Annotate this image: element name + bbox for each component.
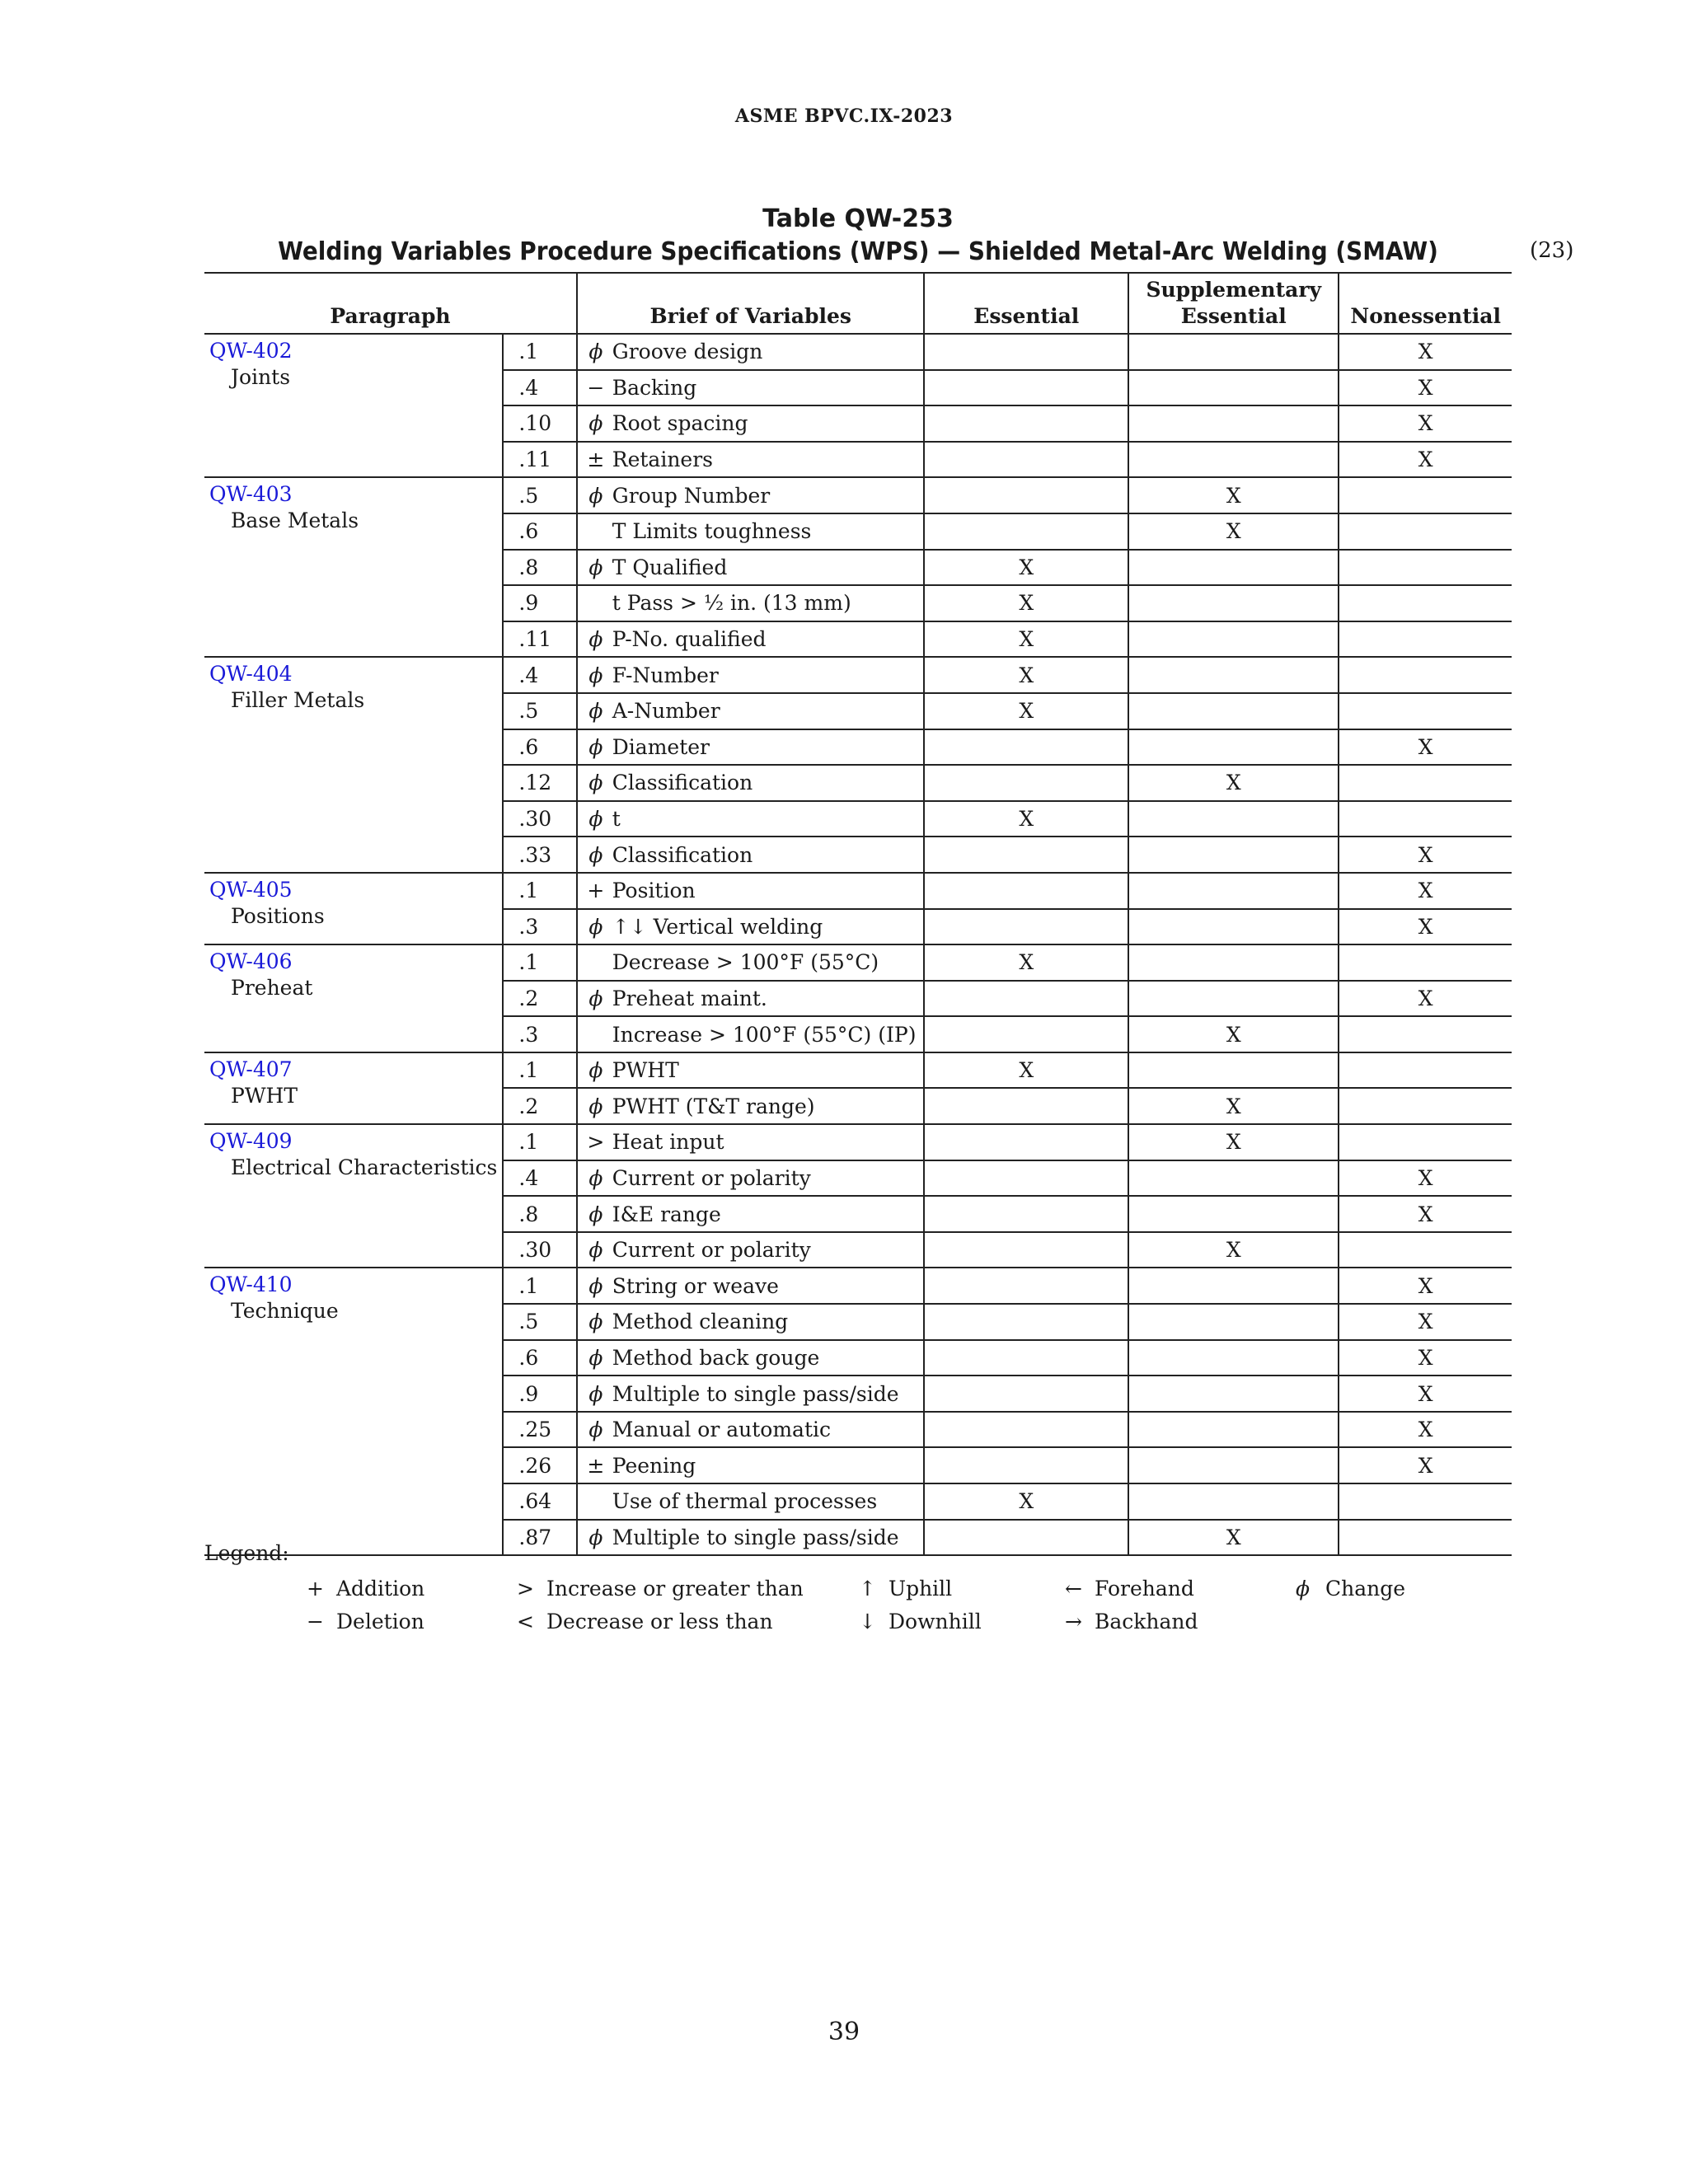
variable-number: .64	[503, 1483, 577, 1520]
change-symbol: ϕ	[577, 405, 609, 442]
paragraph-name: PWHT	[231, 1083, 298, 1108]
variable-description: Peening	[609, 1447, 925, 1483]
change-symbol: ϕ	[577, 981, 609, 1017]
variable-description: Diameter	[609, 729, 925, 766]
nonessential-mark	[1339, 513, 1512, 550]
legend-item	[517, 1610, 773, 1633]
essential-mark	[924, 729, 1128, 766]
change-symbol: ϕ	[577, 1196, 609, 1232]
nonessential-mark	[1339, 657, 1512, 693]
paragraph-link[interactable]: QW-405	[209, 877, 293, 902]
legend-label: Increase or greater than	[546, 1577, 804, 1601]
paragraph-link[interactable]: QW-403	[209, 482, 293, 507]
table-row	[204, 1052, 1512, 1089]
table-number: Table QW-253	[762, 204, 954, 233]
essential-mark	[924, 1268, 1128, 1304]
essential-mark	[924, 1376, 1128, 1412]
paragraph-cell	[204, 944, 503, 1052]
supplementary-mark	[1128, 1447, 1339, 1483]
variable-number: .1	[503, 1268, 577, 1304]
legend-item	[1065, 1577, 1194, 1601]
page-number: 39	[828, 2018, 860, 2046]
variable-number: .11	[503, 442, 577, 478]
variable-description: String or weave	[609, 1268, 925, 1304]
change-symbol: ϕ	[577, 477, 609, 513]
supplementary-mark	[1128, 944, 1339, 981]
nonessential-mark	[1339, 1088, 1512, 1124]
paragraph-cell	[204, 1052, 503, 1124]
variable-description: Method cleaning	[609, 1304, 925, 1340]
variable-description: Multiple to single pass/side	[609, 1376, 925, 1412]
variable-description: t	[609, 801, 925, 837]
nonessential-mark	[1339, 621, 1512, 658]
essential-mark	[924, 1196, 1128, 1232]
variable-number: .11	[503, 621, 577, 658]
change-symbol: ϕ	[577, 334, 609, 370]
nonessential-mark	[1339, 477, 1512, 513]
supplementary-mark: X	[1128, 513, 1339, 550]
variable-number: .12	[503, 765, 577, 801]
supplementary-mark	[1128, 370, 1339, 406]
variable-number: .26	[503, 1447, 577, 1483]
change-symbol: ϕ	[577, 1088, 609, 1124]
legend-symbol: +	[307, 1577, 324, 1601]
essential-mark	[924, 1520, 1128, 1556]
legend-item	[307, 1577, 424, 1601]
change-symbol: ϕ	[577, 1520, 609, 1556]
variable-number: .4	[503, 657, 577, 693]
variable-number: .6	[503, 513, 577, 550]
nonessential-mark: X	[1339, 1376, 1512, 1412]
variable-description: Backing	[609, 370, 925, 406]
variable-description: Group Number	[609, 477, 925, 513]
change-symbol: ±	[577, 442, 609, 478]
nonessential-mark: X	[1339, 729, 1512, 766]
paragraph-link[interactable]: QW-407	[209, 1057, 293, 1081]
variable-description: Increase > 100°F (55°C) (IP)	[609, 1016, 925, 1052]
nonessential-mark: X	[1339, 909, 1512, 945]
variable-number: .33	[503, 837, 577, 873]
variable-number: .5	[503, 477, 577, 513]
nonessential-mark	[1339, 944, 1512, 981]
paragraph-cell	[204, 334, 503, 477]
supplementary-mark	[1128, 873, 1339, 909]
supplementary-mark: X	[1128, 477, 1339, 513]
change-symbol: ϕ	[577, 621, 609, 658]
legend-item	[859, 1610, 982, 1633]
change-symbol: ϕ	[577, 1160, 609, 1197]
legend-symbol: →	[1065, 1610, 1082, 1633]
variable-number: .5	[503, 1304, 577, 1340]
header-brief-of-variables: Brief of Variables	[577, 273, 924, 334]
variable-number: .2	[503, 981, 577, 1017]
variable-number: .10	[503, 405, 577, 442]
legend-label: Downhill	[889, 1610, 982, 1633]
variable-description: F-Number	[609, 657, 925, 693]
variable-description: Current or polarity	[609, 1160, 925, 1197]
running-header: ASME BPVC.IX-2023	[734, 105, 954, 127]
essential-mark: X	[924, 1483, 1128, 1520]
legend-symbol: ↑	[859, 1577, 876, 1601]
legend-label: Addition	[336, 1577, 425, 1601]
variable-description: Position	[609, 873, 925, 909]
nonessential-mark	[1339, 801, 1512, 837]
change-symbol: >	[577, 1124, 609, 1160]
change-symbol: ϕ	[577, 1376, 609, 1412]
nonessential-mark: X	[1339, 405, 1512, 442]
essential-mark	[924, 1412, 1128, 1448]
table-row	[204, 477, 1512, 513]
variable-number: .1	[503, 1124, 577, 1160]
nonessential-mark: X	[1339, 1304, 1512, 1340]
paragraph-name: Joints	[231, 365, 291, 389]
supplementary-mark	[1128, 585, 1339, 621]
variable-description: T Qualified	[609, 550, 925, 586]
variable-description: Current or polarity	[609, 1232, 925, 1268]
variable-description: Method back gouge	[609, 1340, 925, 1376]
change-symbol: −	[577, 370, 609, 406]
supplementary-mark	[1128, 909, 1339, 945]
table-row	[204, 1124, 1512, 1160]
legend-symbol: ϕ	[1296, 1577, 1311, 1601]
supplementary-mark: X	[1128, 1520, 1339, 1556]
variable-number: .30	[503, 801, 577, 837]
variable-description: Multiple to single pass/side	[609, 1520, 925, 1556]
essential-mark	[924, 405, 1128, 442]
supplementary-mark	[1128, 334, 1339, 370]
supplementary-mark	[1128, 1412, 1339, 1448]
change-symbol	[577, 944, 609, 981]
table-row	[204, 873, 1512, 909]
essential-mark: X	[924, 1052, 1128, 1089]
variable-number: .4	[503, 1160, 577, 1197]
nonessential-mark: X	[1339, 1447, 1512, 1483]
change-symbol: ϕ	[577, 1232, 609, 1268]
header-paragraph: Paragraph	[204, 273, 577, 334]
supplementary-mark	[1128, 657, 1339, 693]
essential-mark	[924, 1088, 1128, 1124]
nonessential-mark	[1339, 765, 1512, 801]
change-symbol	[577, 585, 609, 621]
variable-number: .6	[503, 1340, 577, 1376]
supplementary-mark	[1128, 729, 1339, 766]
variable-description: PWHT	[609, 1052, 925, 1089]
paragraph-name: Positions	[231, 903, 325, 928]
table-row	[204, 657, 1512, 693]
essential-mark: X	[924, 801, 1128, 837]
supplementary-mark	[1128, 1196, 1339, 1232]
variable-description: PWHT (T&T range)	[609, 1088, 925, 1124]
legend-symbol: ↓	[859, 1610, 876, 1633]
variable-description: Heat input	[609, 1124, 925, 1160]
legend-item	[1296, 1577, 1405, 1601]
essential-mark	[924, 370, 1128, 406]
supplementary-mark: X	[1128, 765, 1339, 801]
header-essential: Essential	[924, 273, 1128, 334]
legend-item	[517, 1577, 804, 1601]
variable-description: ↑↓ Vertical welding	[609, 909, 925, 945]
legend-item	[859, 1577, 952, 1601]
supplementary-mark	[1128, 801, 1339, 837]
variable-description: P-No. qualified	[609, 621, 925, 658]
header-nonessential: Nonessential	[1339, 273, 1512, 334]
variable-number: .1	[503, 944, 577, 981]
supplementary-mark: X	[1128, 1016, 1339, 1052]
variable-description: Manual or automatic	[609, 1412, 925, 1448]
essential-mark	[924, 1232, 1128, 1268]
legend-label: Uphill	[889, 1577, 953, 1601]
nonessential-mark	[1339, 1016, 1512, 1052]
paragraph-name: Electrical Characteristics	[231, 1155, 498, 1180]
essential-mark: X	[924, 621, 1128, 658]
variable-description: Decrease > 100°F (55°C)	[609, 944, 925, 981]
variable-description: Groove design	[609, 334, 925, 370]
essential-mark: X	[924, 550, 1128, 586]
nonessential-mark: X	[1339, 1268, 1512, 1304]
legend-symbol: >	[517, 1577, 534, 1601]
essential-mark	[924, 334, 1128, 370]
table-header-row	[204, 273, 1512, 334]
supplementary-mark: X	[1128, 1088, 1339, 1124]
legend-symbol: −	[307, 1610, 324, 1633]
essential-mark	[924, 1447, 1128, 1483]
paragraph-name: Filler Metals	[231, 688, 365, 713]
essential-mark	[924, 1304, 1128, 1340]
supplementary-mark	[1128, 1483, 1339, 1520]
variable-description: Classification	[609, 837, 925, 873]
variable-number: .1	[503, 334, 577, 370]
header-supplementary-line1: Supplementary	[1146, 278, 1322, 302]
supplementary-mark	[1128, 405, 1339, 442]
nonessential-mark	[1339, 1232, 1512, 1268]
variable-number: .8	[503, 1196, 577, 1232]
change-symbol: ϕ	[577, 657, 609, 693]
legend-label: Change	[1325, 1577, 1406, 1601]
table-row	[204, 944, 1512, 981]
nonessential-mark: X	[1339, 873, 1512, 909]
nonessential-mark	[1339, 1520, 1512, 1556]
paragraph-cell	[204, 1268, 503, 1555]
supplementary-mark: X	[1128, 1124, 1339, 1160]
nonessential-mark: X	[1339, 1160, 1512, 1197]
essential-mark	[924, 909, 1128, 945]
essential-mark	[924, 981, 1128, 1017]
change-symbol: ϕ	[577, 729, 609, 766]
essential-mark	[924, 442, 1128, 478]
paragraph-name: Preheat	[231, 976, 313, 1001]
change-symbol	[577, 513, 609, 550]
essential-mark	[924, 873, 1128, 909]
nonessential-mark: X	[1339, 837, 1512, 873]
nonessential-mark: X	[1339, 1412, 1512, 1448]
change-symbol: ϕ	[577, 1268, 609, 1304]
essential-mark	[924, 765, 1128, 801]
essential-mark: X	[924, 585, 1128, 621]
essential-mark: X	[924, 693, 1128, 729]
nonessential-mark: X	[1339, 1340, 1512, 1376]
variable-description: Use of thermal processes	[609, 1483, 925, 1520]
welding-variables-table	[204, 272, 1512, 1556]
change-symbol: ϕ	[577, 909, 609, 945]
header-supplementary-essential	[1128, 273, 1339, 334]
legend-label: Forehand	[1095, 1577, 1194, 1601]
table-row	[204, 1268, 1512, 1304]
supplementary-mark	[1128, 837, 1339, 873]
variable-description: A-Number	[609, 693, 925, 729]
nonessential-mark: X	[1339, 370, 1512, 406]
supplementary-mark	[1128, 1052, 1339, 1089]
change-symbol: ϕ	[577, 550, 609, 586]
variable-number: .8	[503, 550, 577, 586]
essential-mark	[924, 1016, 1128, 1052]
variable-number: .3	[503, 1016, 577, 1052]
change-symbol	[577, 1483, 609, 1520]
essential-mark: X	[924, 657, 1128, 693]
table-row	[204, 334, 1512, 370]
variable-number: .30	[503, 1232, 577, 1268]
paragraph-name: Technique	[231, 1299, 339, 1324]
table-caption: Welding Variables Procedure Specifications (WPS) — Shielded Metal-Arc Welding (SMAW)	[278, 237, 1438, 266]
variable-number: .1	[503, 873, 577, 909]
legend-label: Deletion	[336, 1610, 424, 1633]
variable-number: .1	[503, 1052, 577, 1089]
paragraph-link[interactable]: QW-406	[209, 949, 293, 974]
supplementary-mark	[1128, 1376, 1339, 1412]
change-symbol	[577, 1016, 609, 1052]
paragraph-cell	[204, 1124, 503, 1268]
essential-mark: X	[924, 944, 1128, 981]
paragraph-link[interactable]: QW-409	[209, 1129, 293, 1154]
change-symbol: ϕ	[577, 765, 609, 801]
header-supplementary-line2: Essential	[1180, 304, 1287, 328]
legend-symbol: ←	[1065, 1577, 1082, 1601]
variable-description: I&E range	[609, 1196, 925, 1232]
supplementary-mark	[1128, 550, 1339, 586]
supplementary-mark	[1128, 1304, 1339, 1340]
change-symbol: ϕ	[577, 1412, 609, 1448]
change-symbol: ±	[577, 1447, 609, 1483]
legend-title: Legend:	[204, 1541, 289, 1565]
change-symbol: ϕ	[577, 801, 609, 837]
essential-mark	[924, 837, 1128, 873]
paragraph-cell	[204, 477, 503, 657]
supplementary-mark	[1128, 1268, 1339, 1304]
change-symbol: ϕ	[577, 693, 609, 729]
variable-number: .9	[503, 1376, 577, 1412]
change-symbol: ϕ	[577, 837, 609, 873]
legend-symbol: <	[517, 1610, 534, 1633]
variable-description: t Pass > ½ in. (13 mm)	[609, 585, 925, 621]
supplementary-mark	[1128, 621, 1339, 658]
paragraph-cell	[204, 657, 503, 873]
nonessential-mark	[1339, 585, 1512, 621]
variable-number: .9	[503, 585, 577, 621]
table-title	[204, 203, 1512, 269]
variable-description: Classification	[609, 765, 925, 801]
supplementary-mark	[1128, 1340, 1339, 1376]
nonessential-mark: X	[1339, 1196, 1512, 1232]
change-symbol: ϕ	[577, 1052, 609, 1089]
essential-mark	[924, 1124, 1128, 1160]
legend-item	[307, 1610, 424, 1633]
nonessential-mark	[1339, 1483, 1512, 1520]
paragraph-cell	[204, 873, 503, 944]
change-symbol: +	[577, 873, 609, 909]
essential-mark	[924, 1340, 1128, 1376]
nonessential-mark	[1339, 550, 1512, 586]
variable-number: .2	[503, 1088, 577, 1124]
variable-description: T Limits toughness	[609, 513, 925, 550]
paragraph-link[interactable]: QW-404	[209, 662, 293, 687]
nonessential-mark: X	[1339, 442, 1512, 478]
variable-description: Preheat maint.	[609, 981, 925, 1017]
supplementary-mark	[1128, 1160, 1339, 1197]
variable-number: .87	[503, 1520, 577, 1556]
variable-number: .4	[503, 370, 577, 406]
variable-number: .5	[503, 693, 577, 729]
change-symbol: ϕ	[577, 1304, 609, 1340]
nonessential-mark	[1339, 1052, 1512, 1089]
nonessential-mark	[1339, 1124, 1512, 1160]
paragraph-link[interactable]: QW-402	[209, 339, 293, 363]
supplementary-mark: X	[1128, 1232, 1339, 1268]
essential-mark	[924, 1160, 1128, 1197]
variable-number: .25	[503, 1412, 577, 1448]
variable-number: .6	[503, 729, 577, 766]
change-symbol: ϕ	[577, 1340, 609, 1376]
paragraph-name: Base Metals	[231, 509, 359, 533]
nonessential-mark: X	[1339, 981, 1512, 1017]
supplementary-mark	[1128, 442, 1339, 478]
variable-description: Retainers	[609, 442, 925, 478]
variable-number: .3	[503, 909, 577, 945]
variable-description: Root spacing	[609, 405, 925, 442]
essential-mark	[924, 513, 1128, 550]
supplementary-mark	[1128, 981, 1339, 1017]
nonessential-mark: X	[1339, 334, 1512, 370]
legend-label: Backhand	[1095, 1610, 1198, 1633]
legend-item	[1065, 1610, 1198, 1633]
revision-marker: (23)	[1530, 238, 1574, 263]
legend-label: Decrease or less than	[546, 1610, 773, 1633]
supplementary-mark	[1128, 693, 1339, 729]
essential-mark	[924, 477, 1128, 513]
nonessential-mark	[1339, 693, 1512, 729]
paragraph-link[interactable]: QW-410	[209, 1272, 293, 1297]
table-body	[204, 334, 1512, 1555]
